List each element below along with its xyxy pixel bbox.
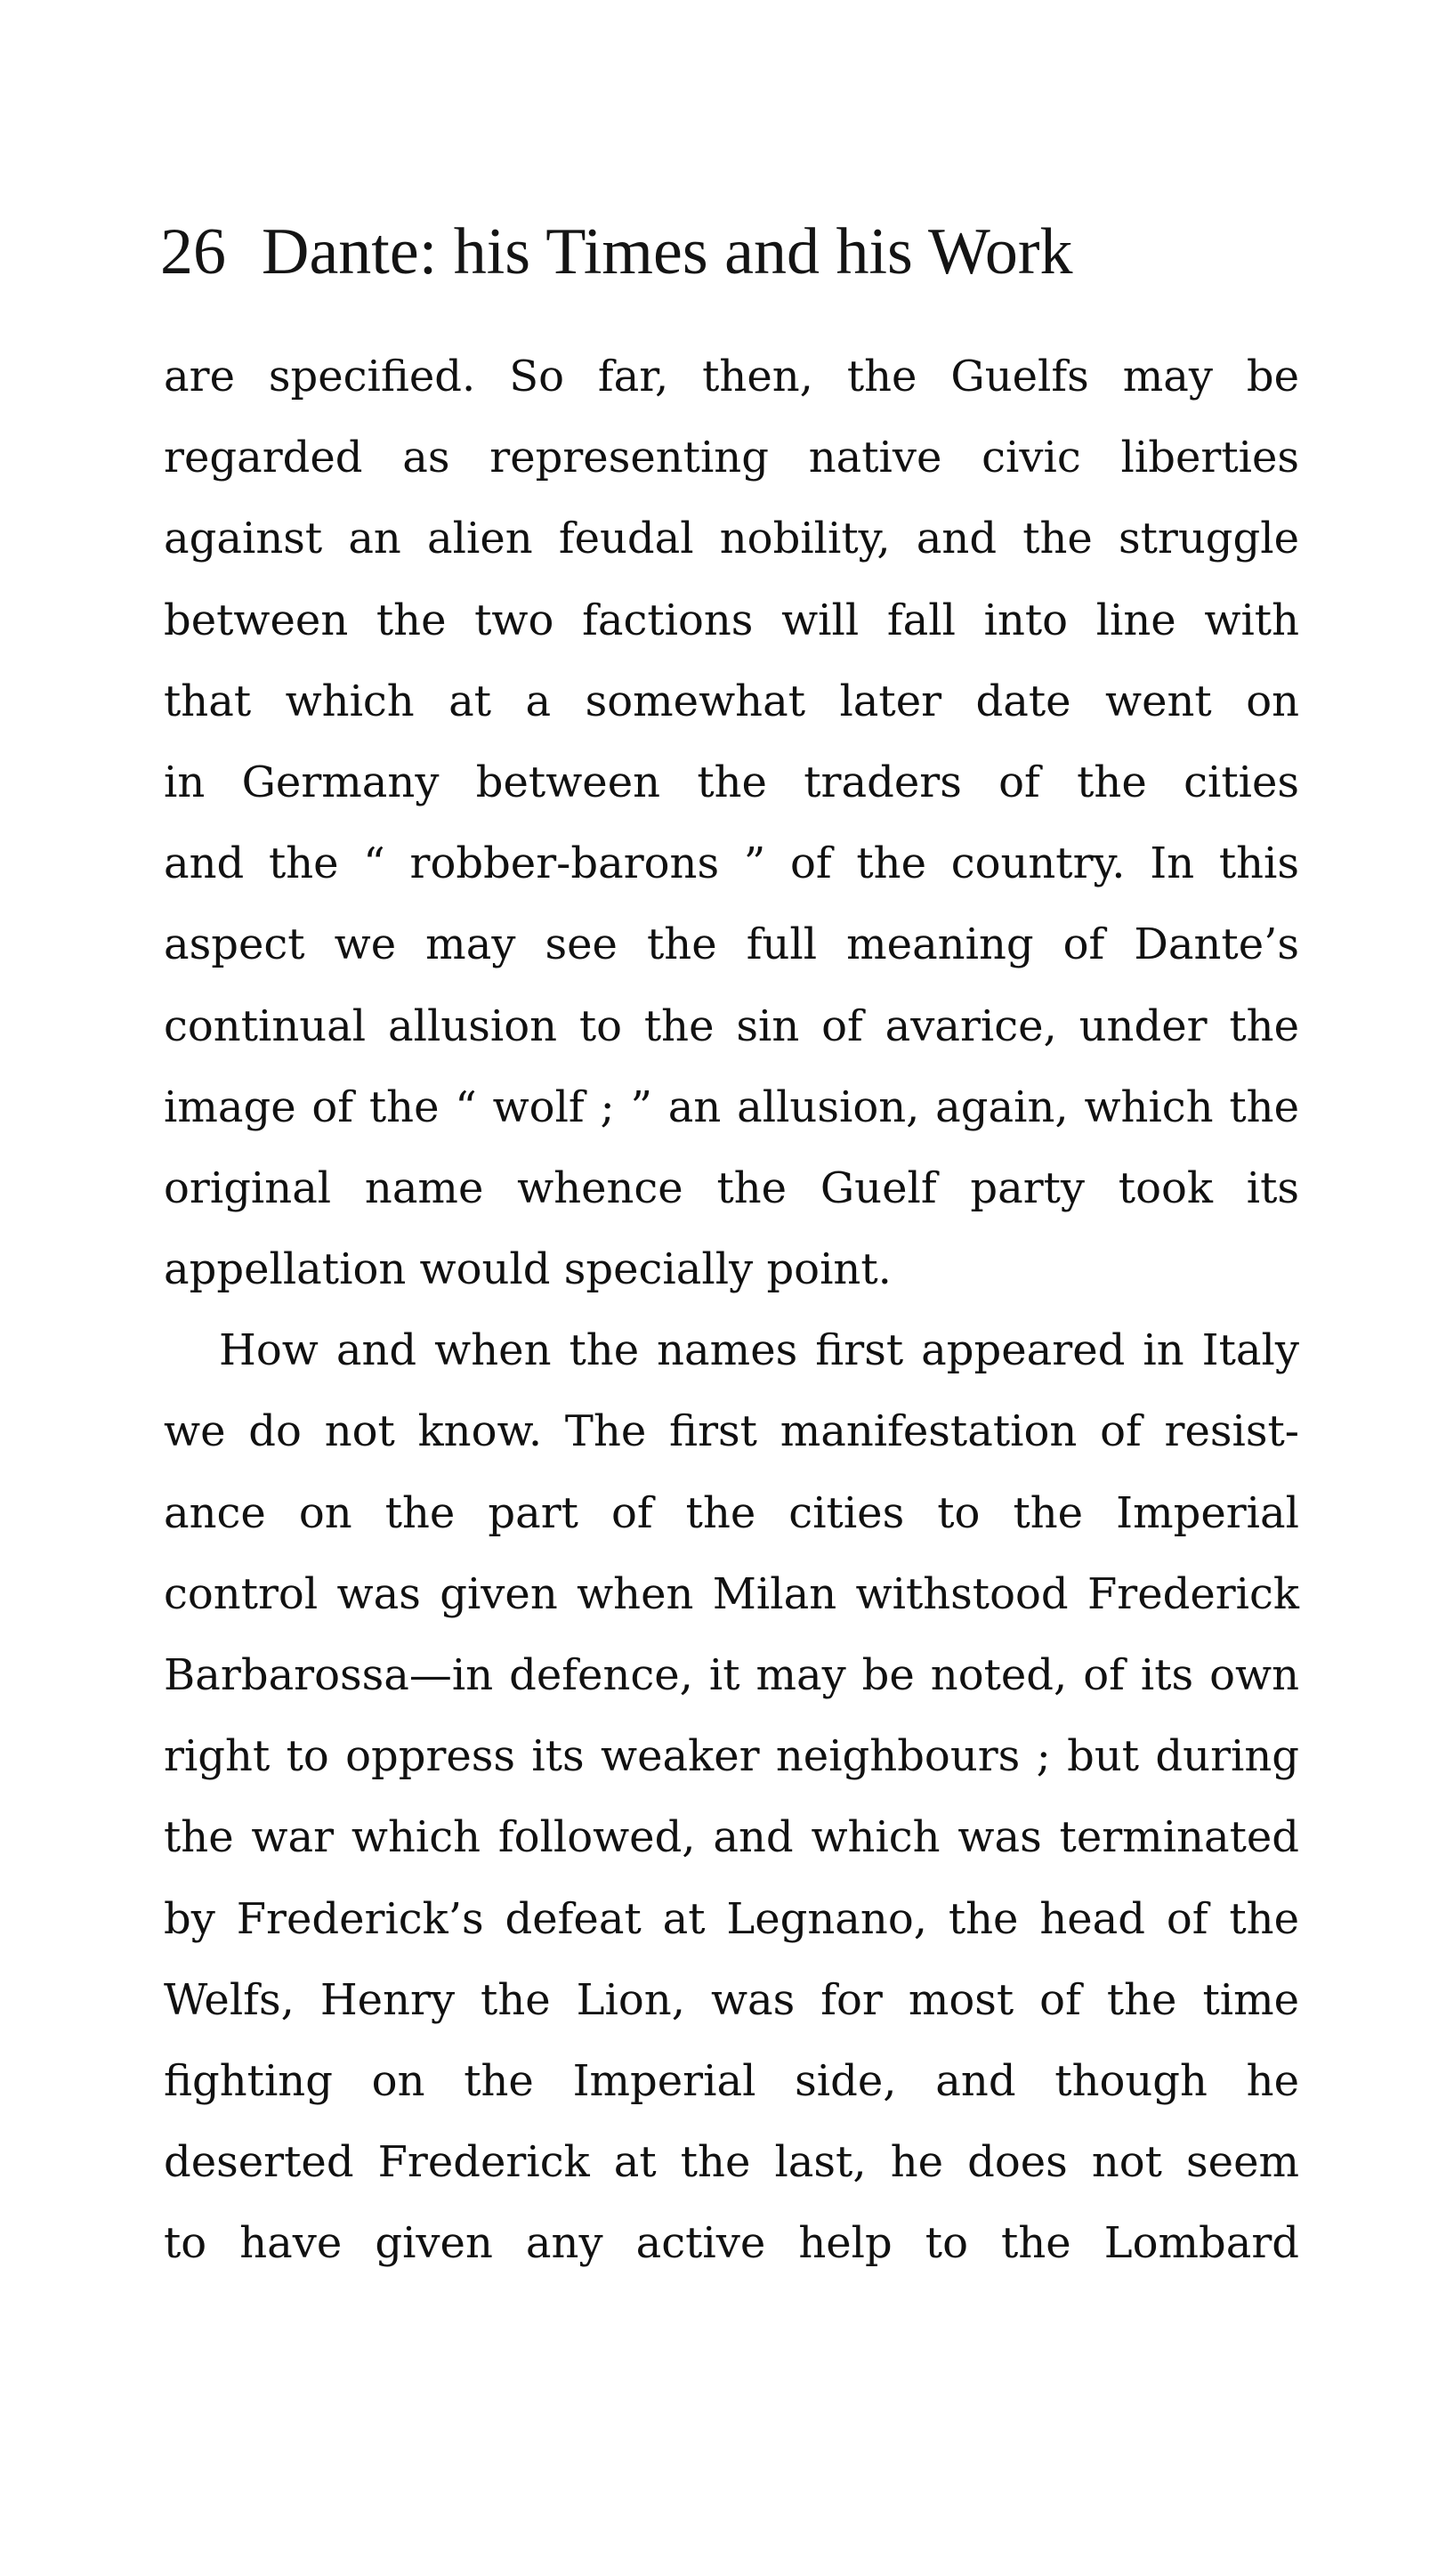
text-line: image of the “ wolf ; ” an allusion, again, which the [164, 1081, 1299, 1132]
text-line: in Germany between the traders of the cities [164, 757, 1299, 807]
text-line: are specified. So far, then, the Guelfs may be [164, 352, 1299, 401]
text-line: and the “ robber-barons ” of the country. In this [164, 838, 1299, 889]
running-head [160, 212, 1317, 292]
text-line: How and when the names first appeared in Italy [219, 1325, 1299, 1376]
text-line: regarded as representing native civic liberties [164, 433, 1299, 483]
text-line: control was given when Milan withstood Frederick [164, 1568, 1299, 1619]
text-line: right to oppress its weaker neighbours ; but during [164, 1731, 1299, 1782]
text-line: we do not know. The first manifestation of resist- [164, 1406, 1299, 1457]
text-line: that which at a somewhat later date went on [164, 676, 1299, 726]
text-line: fighting on the Imperial side, and though he [164, 2055, 1299, 2106]
text-line: appellation would specially point. [164, 1244, 892, 1295]
text-line: deserted Frederick at the last, he does not seem [164, 2137, 1299, 2188]
text-line: aspect we may see the full meaning of Dante’s [164, 919, 1299, 970]
text-line: against an alien feudal nobility, and the struggle [164, 514, 1299, 564]
paragraph-1 [164, 336, 1299, 1310]
text-line: original name whence the Guelf party took its [164, 1162, 1299, 1213]
text-line: by Frederick’s defeat at Legnano, the head of the [164, 1893, 1299, 1944]
text-line: Barbarossa—in defence, it may be noted, of its own [164, 1650, 1299, 1700]
text-line: between the two factions will fall into line with [164, 595, 1299, 645]
text-line: Welfs, Henry the Lion, was for most of the time [164, 1974, 1299, 2025]
text-line: ance on the part of the cities to the Imperial [164, 1487, 1299, 1538]
text-line: the war which followed, and which was terminated [164, 1812, 1299, 1863]
text-line: to have given any active help to the Lombard [164, 2218, 1299, 2269]
paragraph-2 [164, 1310, 1299, 2284]
text-line: continual allusion to the sin of avarice, under the [164, 1000, 1299, 1051]
page-number: 26 [160, 215, 226, 288]
running-title: Dante: his Times and his Work [262, 215, 1073, 288]
body-text [164, 336, 1299, 2285]
